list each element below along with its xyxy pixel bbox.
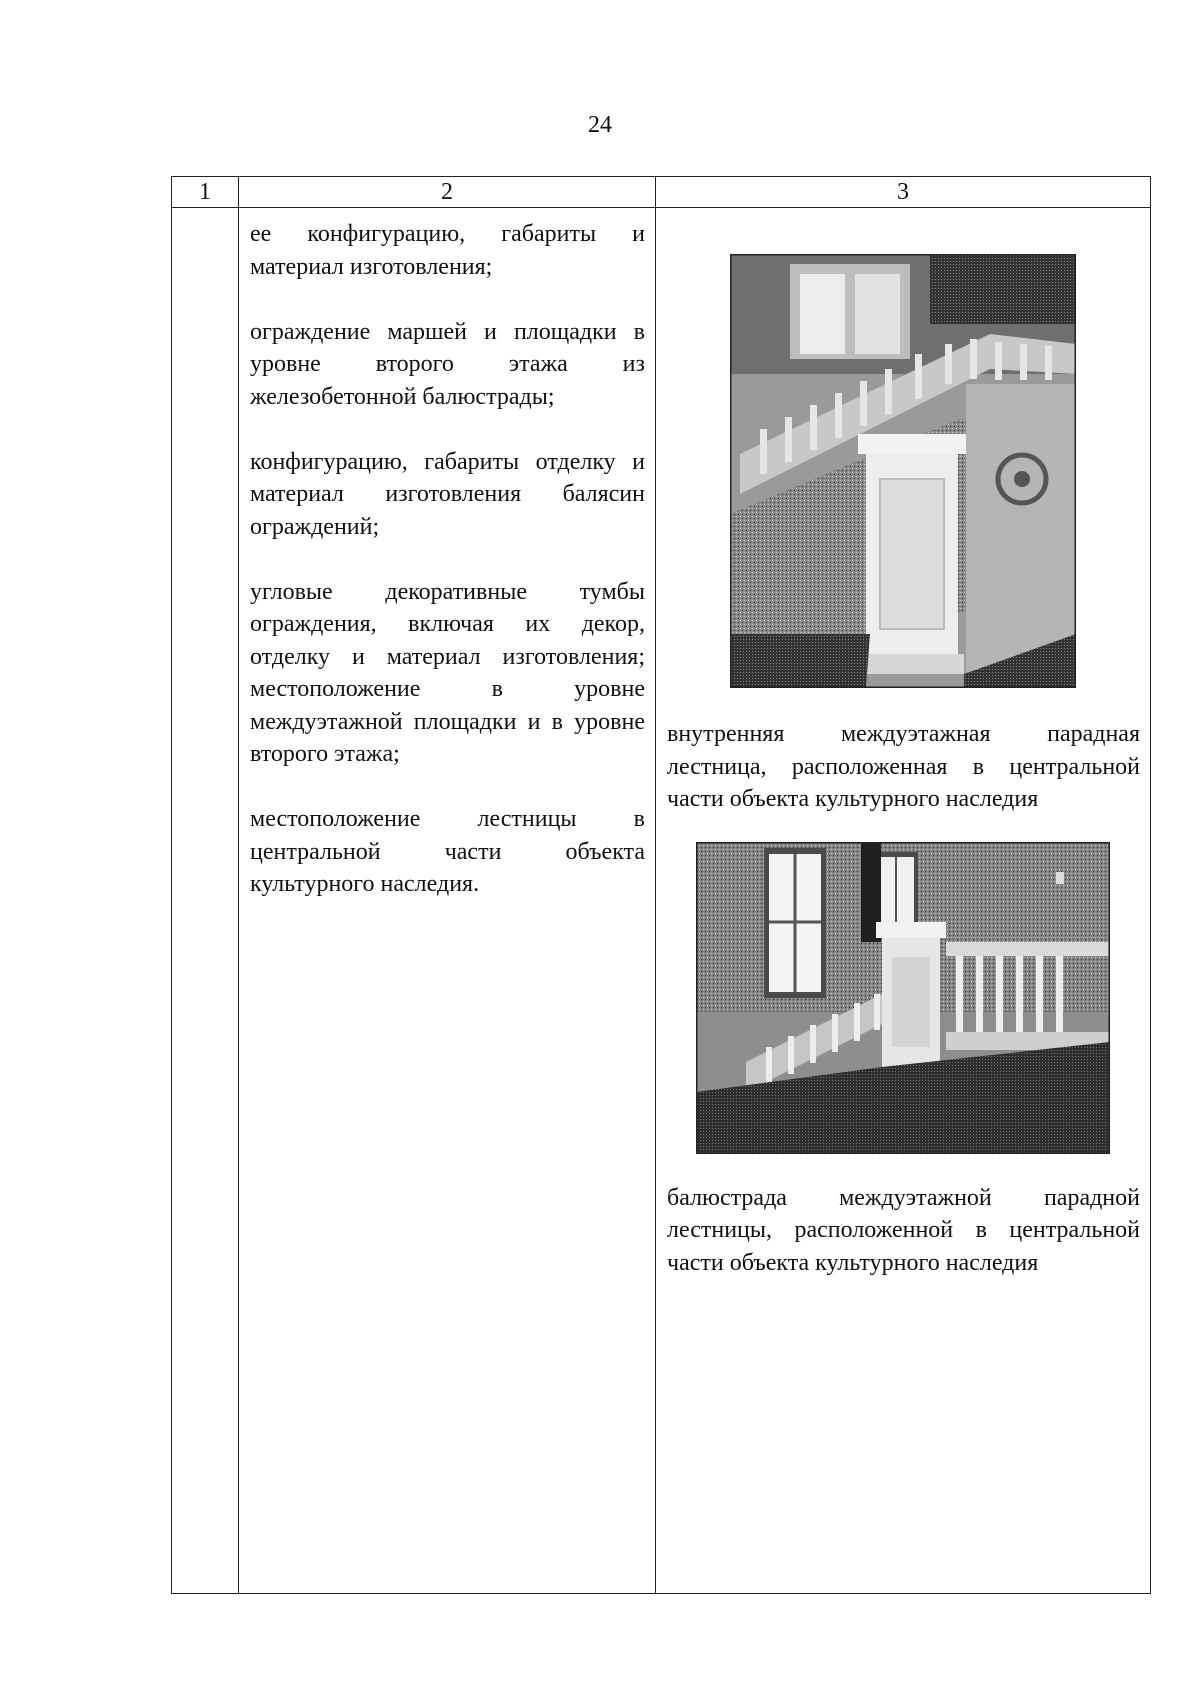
description-paragraph: ограждение маршей и площадки в уровне второго этажа из железобетонной балюстрады;	[250, 318, 645, 410]
header-cell-2: 2	[239, 177, 656, 208]
description-paragraph: ее конфигурацию, габариты и материал изготовления;	[250, 221, 645, 280]
subject-description-cell	[239, 208, 656, 1594]
description-paragraph: местоположение лестницы в центральной части объекта культурного наследия.	[250, 806, 645, 897]
description-paragraph: угловые декоративные тумбы ограждения, включая их декор, отделку и материал изготовления; местоположение в уровне междуэтажной площадки и в уровне второго этажа;	[250, 578, 645, 767]
balustrade-photo	[696, 842, 1110, 1154]
table-header-row	[172, 177, 1151, 208]
header-cell-1: 1	[172, 177, 239, 208]
description-paragraph: конфигурацию, габариты отделку и материал изготовления балясин ограждений;	[250, 448, 645, 540]
photo-caption: балюстрада междуэтажной парадной лестницы, расположенной в центральной части объекта культурного наследия	[667, 1184, 1140, 1276]
row-number-cell	[172, 208, 239, 1594]
photo-caption: внутренняя междуэтажная парадная лестница, расположенная в центральной части объекта культурного наследия	[667, 721, 1140, 812]
document-table	[171, 176, 1151, 1594]
header-cell-3: 3	[656, 177, 1151, 208]
staircase-newel-photo	[730, 254, 1076, 688]
table-row	[172, 208, 1151, 1594]
photo-cell	[656, 208, 1151, 1594]
page-number: 24	[588, 112, 612, 138]
